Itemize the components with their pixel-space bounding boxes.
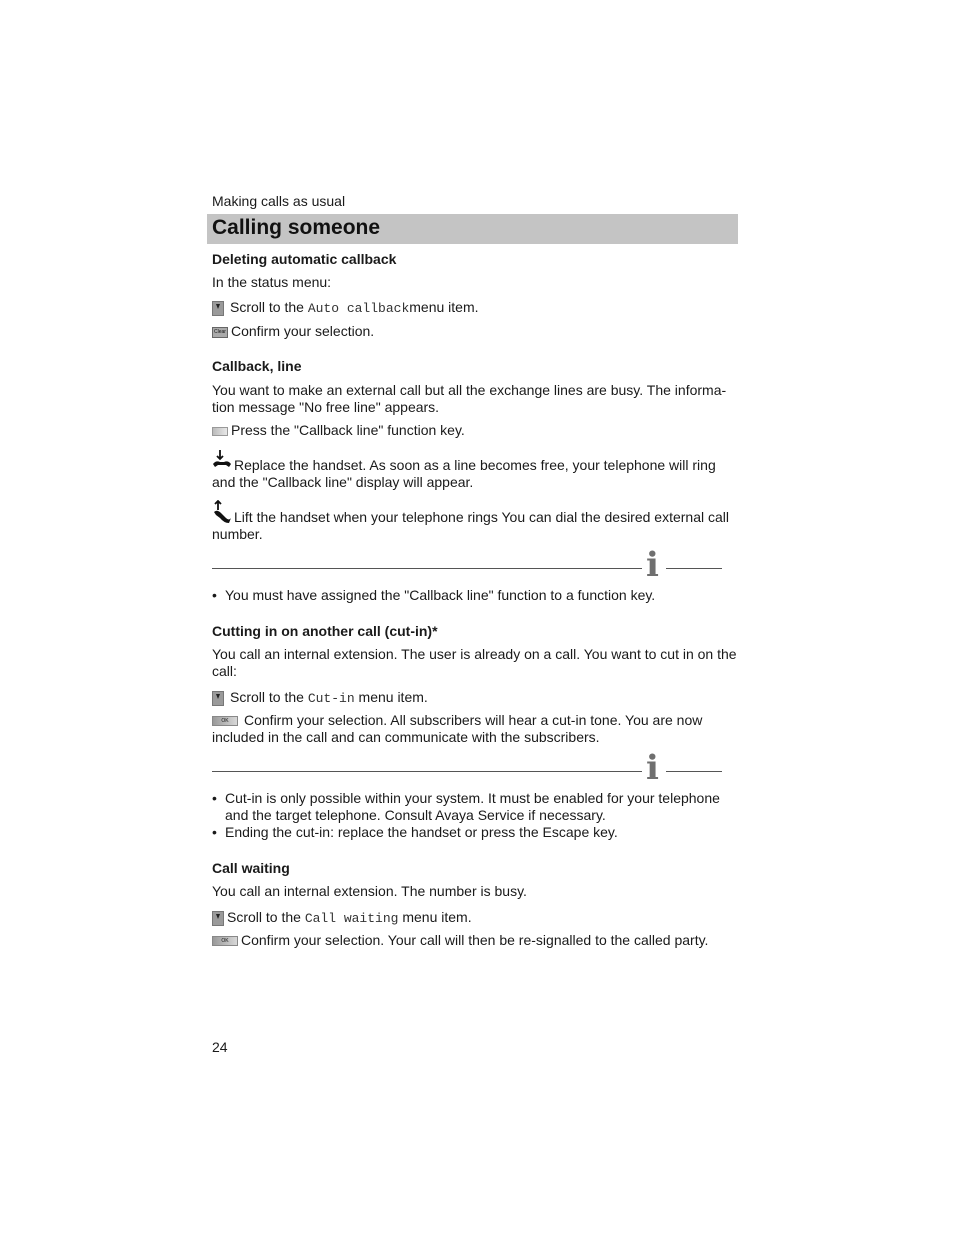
menu-item-auto-callback: Auto callback xyxy=(307,301,410,316)
call-waiting-intro: You call an internal extension. The number is busy. xyxy=(212,883,527,899)
scroll-key-icon xyxy=(212,911,224,926)
section-heading-callback-line: Callback, line xyxy=(212,358,302,374)
callback-line-step-lift: Lift the handset when your telephone rings You can dial the desired external call number. xyxy=(212,509,730,542)
function-key-icon xyxy=(212,427,228,436)
scroll-key-icon xyxy=(212,691,224,706)
title-bar xyxy=(207,214,738,244)
info-divider xyxy=(666,568,722,569)
call-waiting-step-scroll: Scroll to the Call waiting menu item. xyxy=(212,909,472,927)
cut-in-intro: You call an internal extension. The user is already on a call. You want to cut in on the call: xyxy=(212,646,737,679)
menu-item-call-waiting: Call waiting xyxy=(304,911,399,926)
deleting-step-scroll: Scroll to the Auto callbackmenu item. xyxy=(212,299,479,317)
call-waiting-step-confirm: OK Confirm your selection. Your call will then be re-signalled to the called party. xyxy=(212,932,708,949)
list-item: • Ending the cut-in: replace the handset or press the Escape key. xyxy=(212,824,737,841)
callback-line-step-replace: Replace the handset. As soon as a line becomes free, your telephone will ring and the "Callback line" display will appear. xyxy=(212,457,716,490)
info-divider xyxy=(212,771,642,772)
info-icon: i xyxy=(646,748,659,788)
cut-in-notes xyxy=(212,790,737,841)
callback-line-intro: You want to make an external call but all the exchange lines are busy. The informa- tion message "No free line" appears. xyxy=(212,382,727,415)
info-divider xyxy=(212,568,642,569)
ok-key-icon: OK xyxy=(212,936,238,946)
list-item: • You must have assigned the "Callback line" function to a function key. xyxy=(212,587,737,604)
menu-item-cut-in: Cut-in xyxy=(307,691,355,706)
clear-key-icon: Clear xyxy=(212,327,228,338)
page-number: 24 xyxy=(212,1039,228,1055)
info-divider xyxy=(666,771,722,772)
breadcrumb: Making calls as usual xyxy=(212,193,346,209)
ok-key-icon: OK xyxy=(212,716,238,726)
deleting-step-confirm: Clear Confirm your selection. xyxy=(212,323,374,340)
cut-in-step-scroll: Scroll to the Cut-in menu item. xyxy=(212,689,428,707)
section-heading-deleting: Deleting automatic callback xyxy=(212,251,397,267)
scroll-key-icon xyxy=(212,301,224,316)
section-heading-call-waiting: Call waiting xyxy=(212,860,290,876)
section-heading-cut-in: Cutting in on another call (cut-in)* xyxy=(212,623,438,639)
callback-line-notes xyxy=(212,587,737,604)
callback-line-step-function-key: Press the "Callback line" function key. xyxy=(212,422,465,439)
deleting-intro: In the status menu: xyxy=(212,274,332,290)
cut-in-step-confirm: Confirm your selection. All subscribers will hear a cut-in tone. You are now included in the call and can communicate with the subscribers. xyxy=(212,712,703,745)
list-item: • Cut-in is only possible within your system. It must be enabled for your telephone and the target telephone. Consult Avaya Service if necessary. xyxy=(212,790,737,824)
info-icon: i xyxy=(646,545,659,585)
page-title: Calling someone xyxy=(212,216,381,239)
